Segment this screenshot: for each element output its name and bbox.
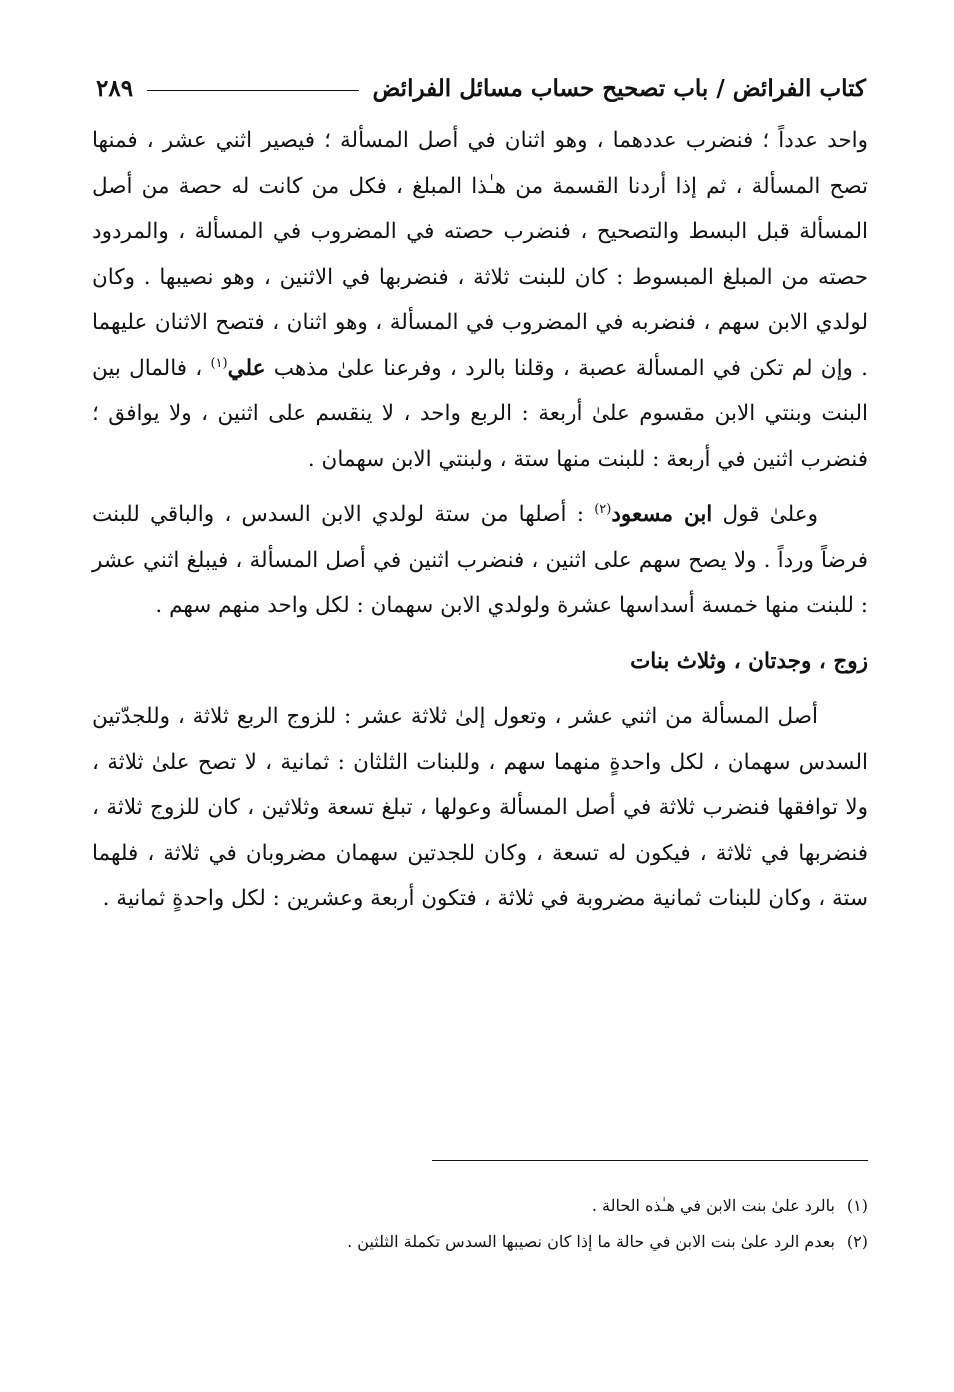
page-number: ٢٨٩ <box>96 74 134 102</box>
section-heading: زوج ، وجدتان ، وثلاث بنات <box>630 648 868 674</box>
footnote-ref-2[interactable]: (٢) <box>594 501 612 517</box>
paragraph-1-bold-name: علي <box>227 355 266 381</box>
paragraph-1-text-a: واحد عدداً ؛ فنضرب عددهما ، وهو اثنان في أصل المسألة ؛ فيصير اثني عشر ، فمنها تصح المسألة ، ثم إذا أردنا القسمة من هـٰذا المبلغ ، فكل من كانت له حصة من أصل المسألة قبل البسط والتصحيح ، فنضرب حصته في المضروب في المسألة ، والمردود حصته من المبلغ المبسوط : كان للبنت ثلاثة ، فنضربها في الاثنين ، وهو نصيبها . وكان لولدي الابن سهم ، فنضربه في المضروب في المسألة ، وهو اثنان ، فتصح الاثنان عليهما . وإن لم تكن في المسألة عصبة ، وقلنا بالرد ، وفرعنا علىٰ مذهب <box>92 128 868 381</box>
footnote-1-number: (١) <box>846 1196 868 1215</box>
footnote-ref-1[interactable]: (١) <box>210 355 228 371</box>
paragraph-2-text-b: : أصلها من ستة لولدي الابن السدس ، والباقي للبنت فرضاً ورداً . ولا يصح سهم على اثنين ، فنضرب اثنين في أصل المسألة ، فيبلغ اثني عشر : للبنت منها خمسة أسداسها عشرة ولولدي الابن سهمان : لكل واحد منهم سهم . <box>92 502 868 618</box>
main-text <box>92 118 868 922</box>
running-header <box>96 66 866 110</box>
footnote-2 <box>88 1224 868 1260</box>
footnote-2-number: (٢) <box>846 1232 868 1251</box>
paragraph-1-text-b: ، فالمال بين البنت وبنتي الابن مقسوم علىٰ أربعة : الربع واحد ، لا ينقسم على اثنين ، ولا يوافق ؛ فنضرب اثنين في أربعة : للبنت منها ستة ، ولبنتي الابن سهمان . <box>92 355 868 472</box>
paragraph-3: أصل المسألة من اثني عشر ، وتعول إلىٰ ثلاثة عشر : للزوج الربع ثلاثة ، وللجدّتين السدس سهمان ، لكل واحدةٍ منهما سهم ، وللبنات الثلثان : ثمانية ، لا تصح علىٰ ثلاثة ، ولا توافقها فنضرب ثلاثة في أصل المسألة وعولها ، تبلغ تسعة وثلاثين ، كان للزوج ثلاثة ، فنضربها في ثلاثة ، فيكون له تسعة ، وكان للجدتين سهمان مضروبان في ثلاثة ، فلهما ستة ، وكان للبنات ثمانية مضروبة في ثلاثة ، فتكون أربعة وعشرين : لكل واحدةٍ ثمانية . <box>92 704 868 911</box>
footnote-2-text: بعدم الرد علىٰ بنت الابن في حالة ما إذا كان نصيبها السدس تكملة الثلثين . <box>347 1232 835 1251</box>
paragraph-1 <box>92 118 868 482</box>
footnote-1-text: بالرد علىٰ بنت الابن في هـٰذه الحالة . <box>591 1196 835 1215</box>
footnote-separator <box>432 1160 868 1161</box>
paragraph-2 <box>92 492 868 629</box>
paragraph-2-bold-name: ابن مسعود <box>611 502 713 527</box>
footnote-1 <box>88 1188 868 1224</box>
paragraph-2-text-a: وعلىٰ قول <box>712 502 818 527</box>
header-rule <box>147 90 358 91</box>
header-title: كتاب الفرائض / باب تصحيح حساب مسائل الفرائض <box>372 74 866 102</box>
footnotes <box>88 1188 868 1260</box>
